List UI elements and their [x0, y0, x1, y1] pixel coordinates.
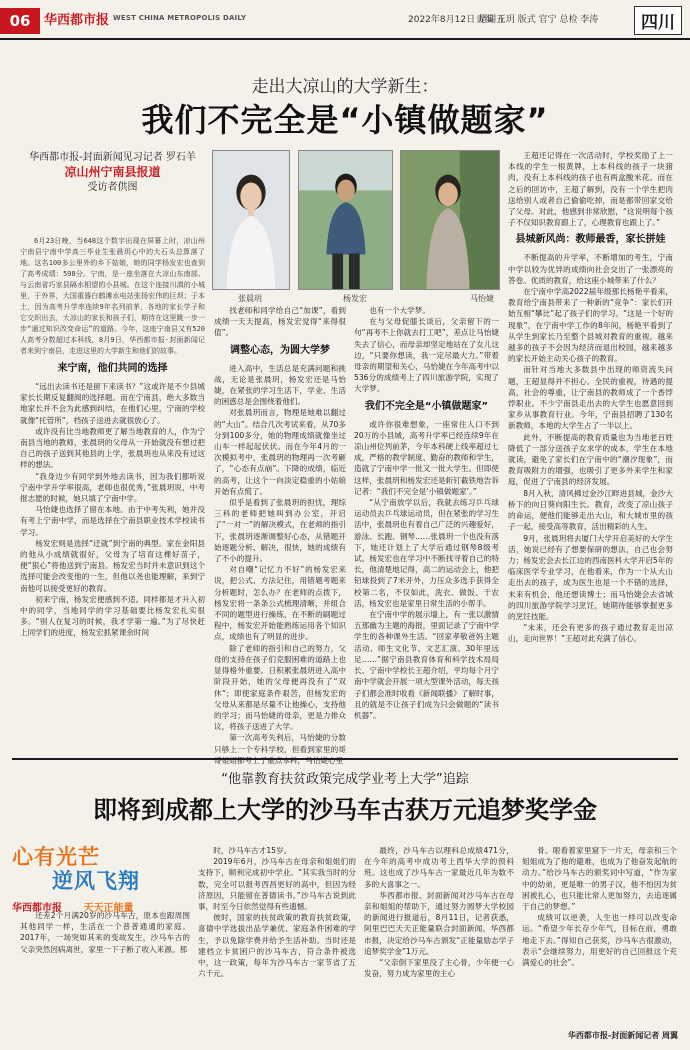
- subheading: 县城新风尚：教师最香，家长拼娃: [515, 234, 666, 246]
- issue-date: 2022年8月12日 星期五: [408, 15, 505, 25]
- page-header: [0, 0, 690, 40]
- paragraph: 9月，张晨玥将去厦门大学开启美好的大学生活，她说已经有了想要保研的想法，自己也会努力；杨发宏会去长江边的西南医科大学开启5年的临床医学专业学习，在他看来，作为一个从大山走出去的孩子，成为医生也是一个不错的选择，未来有机会，他还想读博士；而马怡婕会去省城的四川旅游学院学习烹饪，她期待能够掌握更多的烹饪技能。: [508, 533, 673, 621]
- newspaper-brand: 华西都市报: [44, 13, 110, 28]
- paragraph: 初来宁南，杨发宏便感到不适。同样都是才升入初中的同学，当地同学的学习基础要比杨发宏扎实很多。“别人在复习的时候，我才学第一遍。”为了尽快赶上同学们的进度，杨发宏抓紧课余时间: [20, 594, 205, 638]
- paragraph: 8月入秋，清风拂过金沙江畔进县城，金沙大桥下的向日葵向阳生长。教育，改变了凉山孩子的命运，便他们能够走出大山，和大城市里的孩子一起，接受高等教育，活出精彩的人生。: [508, 488, 673, 532]
- paragraph: “从宁南放学以后，我就去练习乒乓球运动员去乒乓球运动员，但在紧张的学习生活中，张晨玥也有着自己广泛的兴趣爱好，游泳、长跑、钢琴……张晨玥一个也没有落下，她还计划上了大学后通过钢琴8级考试。杨发宏也在学习中不断找寻着自己的特长，他清楚地记得，高二的运动会上，他把铅球投到了7米开外，力压众多选手获得全校第二名，不仅如此，洗衣、做饭、干农活，杨发宏也是家里日常生活的小帮手。: [354, 498, 499, 608]
- paragraph: 2019年6月，沙马车古在母亲和姐姐们的支持下，顺利完成初中学业。“其实我当时的分数，完全可以报考西昌更好的高中，但因为经济原因，只能留在普德读书。”沙马车古说到此事，时至今日依然觉得有些遗憾。: [198, 857, 356, 912]
- subheading: 来宁南，他们共同的选择: [57, 363, 168, 374]
- paragraph: 第一次高考失利后，马怡婕的分数只够上一个专科学校，但看到家里的哥哥姐姐都考上了重点本科，马怡婕心里: [214, 733, 346, 765]
- photo-caption-3: 马怡婕: [470, 294, 494, 303]
- promo-slogan-1: 心有光芒: [12, 844, 100, 869]
- paragraph: 进入高中，生活总是充满问题和挑战，无论是张晨玥，杨发宏还是马怡婕，在紧张的学习生活下，学业、生活的困惑总是会围绕着他们。: [214, 363, 346, 407]
- article-column-1: [20, 236, 205, 750]
- student-photo-1: [212, 150, 290, 290]
- article2-column-3: [364, 845, 514, 1040]
- article-intro: 6月23日晚，当648这个数字出现在屏幕上时，凉山州宁南县宁南中学高三毕业生张晨玥心中的大石头总算落了地。这名100多公里外的乡下姑娘，她的同学杨发宏也查到了高考成绩：598分。宁南，是一座坐落在大凉山东南部、与云南省巧家县隔水相望的小县城。在这个连接川滇的小城里，于外界，大国重器白鹤滩水电站张扬宏伟的巨坝；于本土，因为高考升学率连续9年名列前茅，各地的家长学子和它交织出去，大凉山的家长和孩子们，期待在这里跳一步一步“通过知识改变命运”的道路。今年，这座宁南县又有520人高考分数超过本科线，8月9日，华西都市报·封面新闻记者来到宁南县，走进这里的大学新生和他们的故事。: [20, 237, 205, 355]
- article2-column-1: [20, 910, 190, 1040]
- byline-reporter: 华西都市报-封面新闻见习记者 罗石羊: [29, 152, 196, 163]
- page-number: 06: [0, 8, 40, 34]
- paragraph: 华西都市报、封面新闻对沙马车古在母亲和姐姐的帮助下，通过努力圆梦大学校园的新闻进行报道后，8月11日，记者获悉，阿里巴巴天天正能量联合封面新闻、华西都市报，决定给沙马车古颁发“正能量励志学子追梦奖学金”1万元。: [364, 890, 514, 956]
- brand-logo: 华西都市报: [12, 903, 62, 914]
- paragraph: 最终，沙马车古以理科总成绩471分，在今年的高考中成功考上西华大学的预科班。这也成了沙马车古一家最近几年为数不多的大喜事之一。: [364, 846, 514, 889]
- article2-credit: 华西都市报-封面新闻记者 周翼: [567, 1031, 678, 1040]
- partner-logo: 天天正能量: [83, 903, 134, 914]
- editor-credits: 责编 王玥 版式 官宁 总检 李涛: [476, 15, 599, 25]
- paragraph: 也有一个大学梦。: [369, 306, 430, 315]
- paragraph: 不断提高的升学率，不断增加的考生，宁南中学以较为优异的成绩向社会交出了一张漂亮的答卷。优质的教育，给这座小城带来了什么？: [508, 253, 673, 285]
- paragraph: 在宁南中学高2022届年级那长杨艳平看来，教育给宁南县带来了一种新的“竞争”：家长们开始互相“攀比”起了孩子们的学习。“这是一个好的现象”，在宁南中学工作的8年间，杨艳平看到了从学生到家长乃至整个县城对教育的重视。越来越多的孩子不会因为经济而退出校园，越来越多的家长开始主动关心孩子的教育。: [508, 287, 673, 364]
- paragraph: 时，沙马车古才15岁。: [213, 846, 292, 855]
- paragraph: 王超还记得在一次活动时，学校奖励了上一本线的学生一根黄牌，上本科线的孩子一块猪肉，没有上本科线的孩子也有两盒酸米花。而在之后的回访中，王超了解到，没有一个学生把肉送给别人或者自己偷偷吃掉，而是都带回家交给了父母。对此，他感到非常欣慰，“这说明每个孩子不仅知识教育跟上了，心理教育也跟上了。”: [508, 151, 673, 228]
- paragraph: “远出去读书还是留下来读书？”这或许是不少县城家长长期反复翻阅的选择题。而在宁南县，绝大多数当地家长并不会为此感到纠结，在他们心里，宁南的学校就像“托管所”，档孩子送进去就很放心了。: [20, 382, 205, 425]
- paragraph: 还差2个月满20岁的沙马车古，原本也跟周围其他同学一样，生活在一个普普通通的家庭。2017年，一场突如其来的变故发生，沙马车古的父亲突然因病离世，家里一下子断了收入来源。那: [20, 911, 190, 954]
- paragraph: 找老师和同学给自己“加课”，看到成绩一天天提高，杨发宏觉得“来得很值”。: [214, 306, 346, 338]
- paragraph: 彼时，国家的扶贫政策的教育扶贫政策，喜德中学选拔出品学兼优、家庭条件困难的学生，予以免除学费并给予生活补助。当时还是建档立卡贫困户的沙马车古，符合条件被选中，这一政策，每年为沙马车古一家节省了五六千元。: [198, 913, 356, 979]
- paragraph: 骨。眼看着家里窟下一片天，母亲和三个姐姐成为了他的避难，也成为了他奋发起航的动力。”给沙马车古的颁奖词中写道，“作为家中的幼弟，更是唯一的男子汉，他不怕因为贫困被扎心，也只能比常人更加努力，去追逐属于自己的梦想。”: [522, 846, 677, 912]
- article-column-2: [214, 305, 346, 765]
- paragraph: 似乎是看到了张晨玥的担忧，理综三科的老师把她叫到办公室，开启了“一对一”的解决模式，在老师的指引下，张晨玥逐渐调整好心态，从错题开始逐题分析、解决，很快，她的成绩有了不小的提升。: [214, 498, 346, 564]
- paragraph: 在宁南中学的展示墙上，有一张以激情五那幽为主题的海报，里面记录了宁南中学学生的各种课外生活。“回家孝敬爸妈主题活动、师生文化节、文艺汇演、30年里远足……”据宁南县教育体育和科学技术局局长、宁南中学校长王超介绍，平均每个月宁南中学就会开展一项大型课外活动，每天孩子们都会准时收看《新闻联播》了解时事，且的就是不让孩子们成为只会做题的“读书机器”。: [354, 610, 499, 720]
- newspaper-brand-en: WEST CHINA METROPOLIS DAILY: [113, 14, 247, 22]
- paragraph: 除了老师的指引和自己的努力，父母的支持在孩子们克服困难的道路上也显得格外重要。日积累张晨玥进入高中阶段开始，她的父母便再没有了“双休”；即使家庭条件艰苦，但杨发宏的父母从来都是尽量不让他操心，支持他的学习；而马怡婕的母亲，更是力排众议，将孩子送进了大学。: [214, 643, 346, 732]
- student-photo-3: [400, 150, 500, 290]
- article-column-3: [354, 305, 499, 750]
- photo-caption-1: 张晨玥: [238, 294, 262, 303]
- byline-photo-credit: 受访者供图: [87, 182, 138, 193]
- byline-location: 凉山州宁南县报道: [64, 165, 161, 179]
- paragraph: “我身边少有同学到外地去读书，因为我们都听说宁南中学升学率很高，老师也很优秀，”张晨玥说，中考报志愿的时候，她只填了宁南中学。: [20, 471, 205, 504]
- paragraph: 而针对当地大多数县中出现的师资流失问题，王超显得并不担心。全民的重视，待遇的提高，社会的尊重，让宁南县的教师成了一个香饽饽职业。不少宁南县走出去的大学生也愿意回到家乡从事教育行业。今年，宁南县招聘了130名新教师，本地的大学生占了一半以上。: [508, 365, 673, 431]
- article-headline: 我们不完全是“小镇做题家”: [141, 101, 549, 139]
- paragraph: 杨发宏则是选择“迁就”到宁南的典型。家在金阳县的他从小成绩就很好，父母为了培育这棵好苗子，便“狠心”将他送到宁南县。杨发宏当时并未意识到这个选择可能会改变他的一生，但他以尧也能理解，来到宁南他可以接受更好的教育。: [20, 538, 205, 593]
- article2-headline: 即将到成都上大学的沙马车古获万元追梦奖学金: [93, 796, 597, 824]
- article-kicker: 走出大凉山的大学新生：: [251, 77, 439, 97]
- paragraph: 或许你很难想象，一座常住人口不到20万的小县城，高考升学率已经连续9年在凉山州位列前茅，今年本科硬上线率超过七成，严格的教学制度、勤奋的教师和学生，造就了宁南中学一批又一批大学生。但即使这样，张晨玥和杨发宏还是斩钉截铁地告诉记者：“我们不完全是‘小镇做题家’。”: [354, 419, 499, 496]
- paragraph: 对自嘲“记忆力不好”的杨发宏来说，把公式、方法记住，用错题考题来分析题时，怎么办？在老师的点拨下，杨发宏将一条条公式梳理清晰，并组合不同的题型进行操练，在不断的刷题过程中，杨发宏开始能熟练运用各个知识点，成绩也有了明显的进步。: [214, 565, 346, 642]
- paragraph: 或许没有比当地教师更了解当地教育的人，作为宁南县当地的教师，张晨玥的父母从一开始就没有想过把自己的孩子送到其他县的上学，张晨玥也从来没有过这样的想法。: [20, 426, 205, 470]
- article-column-4: [508, 150, 673, 750]
- article2-column-4: [522, 845, 677, 1025]
- promo-slogan-2: 逆风飞翔: [52, 868, 140, 893]
- paragraph: 此外，不断提高的教育质量也为当地老百姓降低了一部分送孩子女求学的成本，学生在本地就读，避免了家长们在宁南中的“潮汐现象”，而教育吸附力的增强，也吸引了更多外来学生和家庭，促进了宁南县的经济发展。: [508, 432, 673, 487]
- section-name: 四川: [634, 6, 682, 35]
- paragraph: “父亲倒下家里没了主心骨，少年便一心发奋，努力成为家里的主心: [364, 958, 514, 979]
- paragraph: “未来，还会有更多的孩子通过教育走出凉山，走向世界！”王超对此充满了信心。: [508, 623, 673, 644]
- article2-column-2: [198, 845, 356, 1040]
- paragraph: 成绩可以逆袭，人生也一样可以改变命运。“希望少年长存少年气，目标在前，勇敢地走下去。”得知自己获奖，沙马车古很激动，表示“会继续努力，用更好的自己回报这个充满爱心的社会”。: [522, 913, 677, 968]
- subheading: 我们不完全是“小镇做题家”: [364, 400, 489, 412]
- student-photo-2: [298, 150, 393, 290]
- section-divider: [12, 758, 678, 760]
- article2-kicker: “他靠教育扶贫政策完成学业考上大学”追踪: [221, 772, 469, 787]
- paragraph: 马怡婕也选择了留在本地。由于中考失利，她并没有考上宁南中学，而是选择在宁南县职业技术学校读书学习。: [20, 505, 205, 537]
- article-byline: [20, 150, 205, 195]
- photo-caption-2: 杨发宏: [343, 294, 367, 303]
- paragraph: 在与父母促膝长谈后，父亲留下的一句“再考不上你就去打工吧”，差点让马怡婕失去了信心，而母亲却坚定地站在了女儿这边，“只要你想读，我一定尽最大力。”带着母亲的期望和关心，马怡婕在今年高考中以536分的成绩考上了四川旅游学院，实现了大学梦。: [354, 317, 499, 394]
- subheading: 调整心态，为圆大学梦: [230, 344, 330, 356]
- paragraph: 对张晨玥而言，物理是她难以翻过的“大山”。结合几次考试来看，从70多分到100多分，她的物理成绩就像坐过山车一样起起伏伏。而在今年4月的一次模拟考中，张晨玥的物理再一次考砸了，“心态有点崩”。下降的成绩，临近的高考，让这个一向淡定稳重的小姑娘开始有点慌了。: [214, 408, 346, 496]
